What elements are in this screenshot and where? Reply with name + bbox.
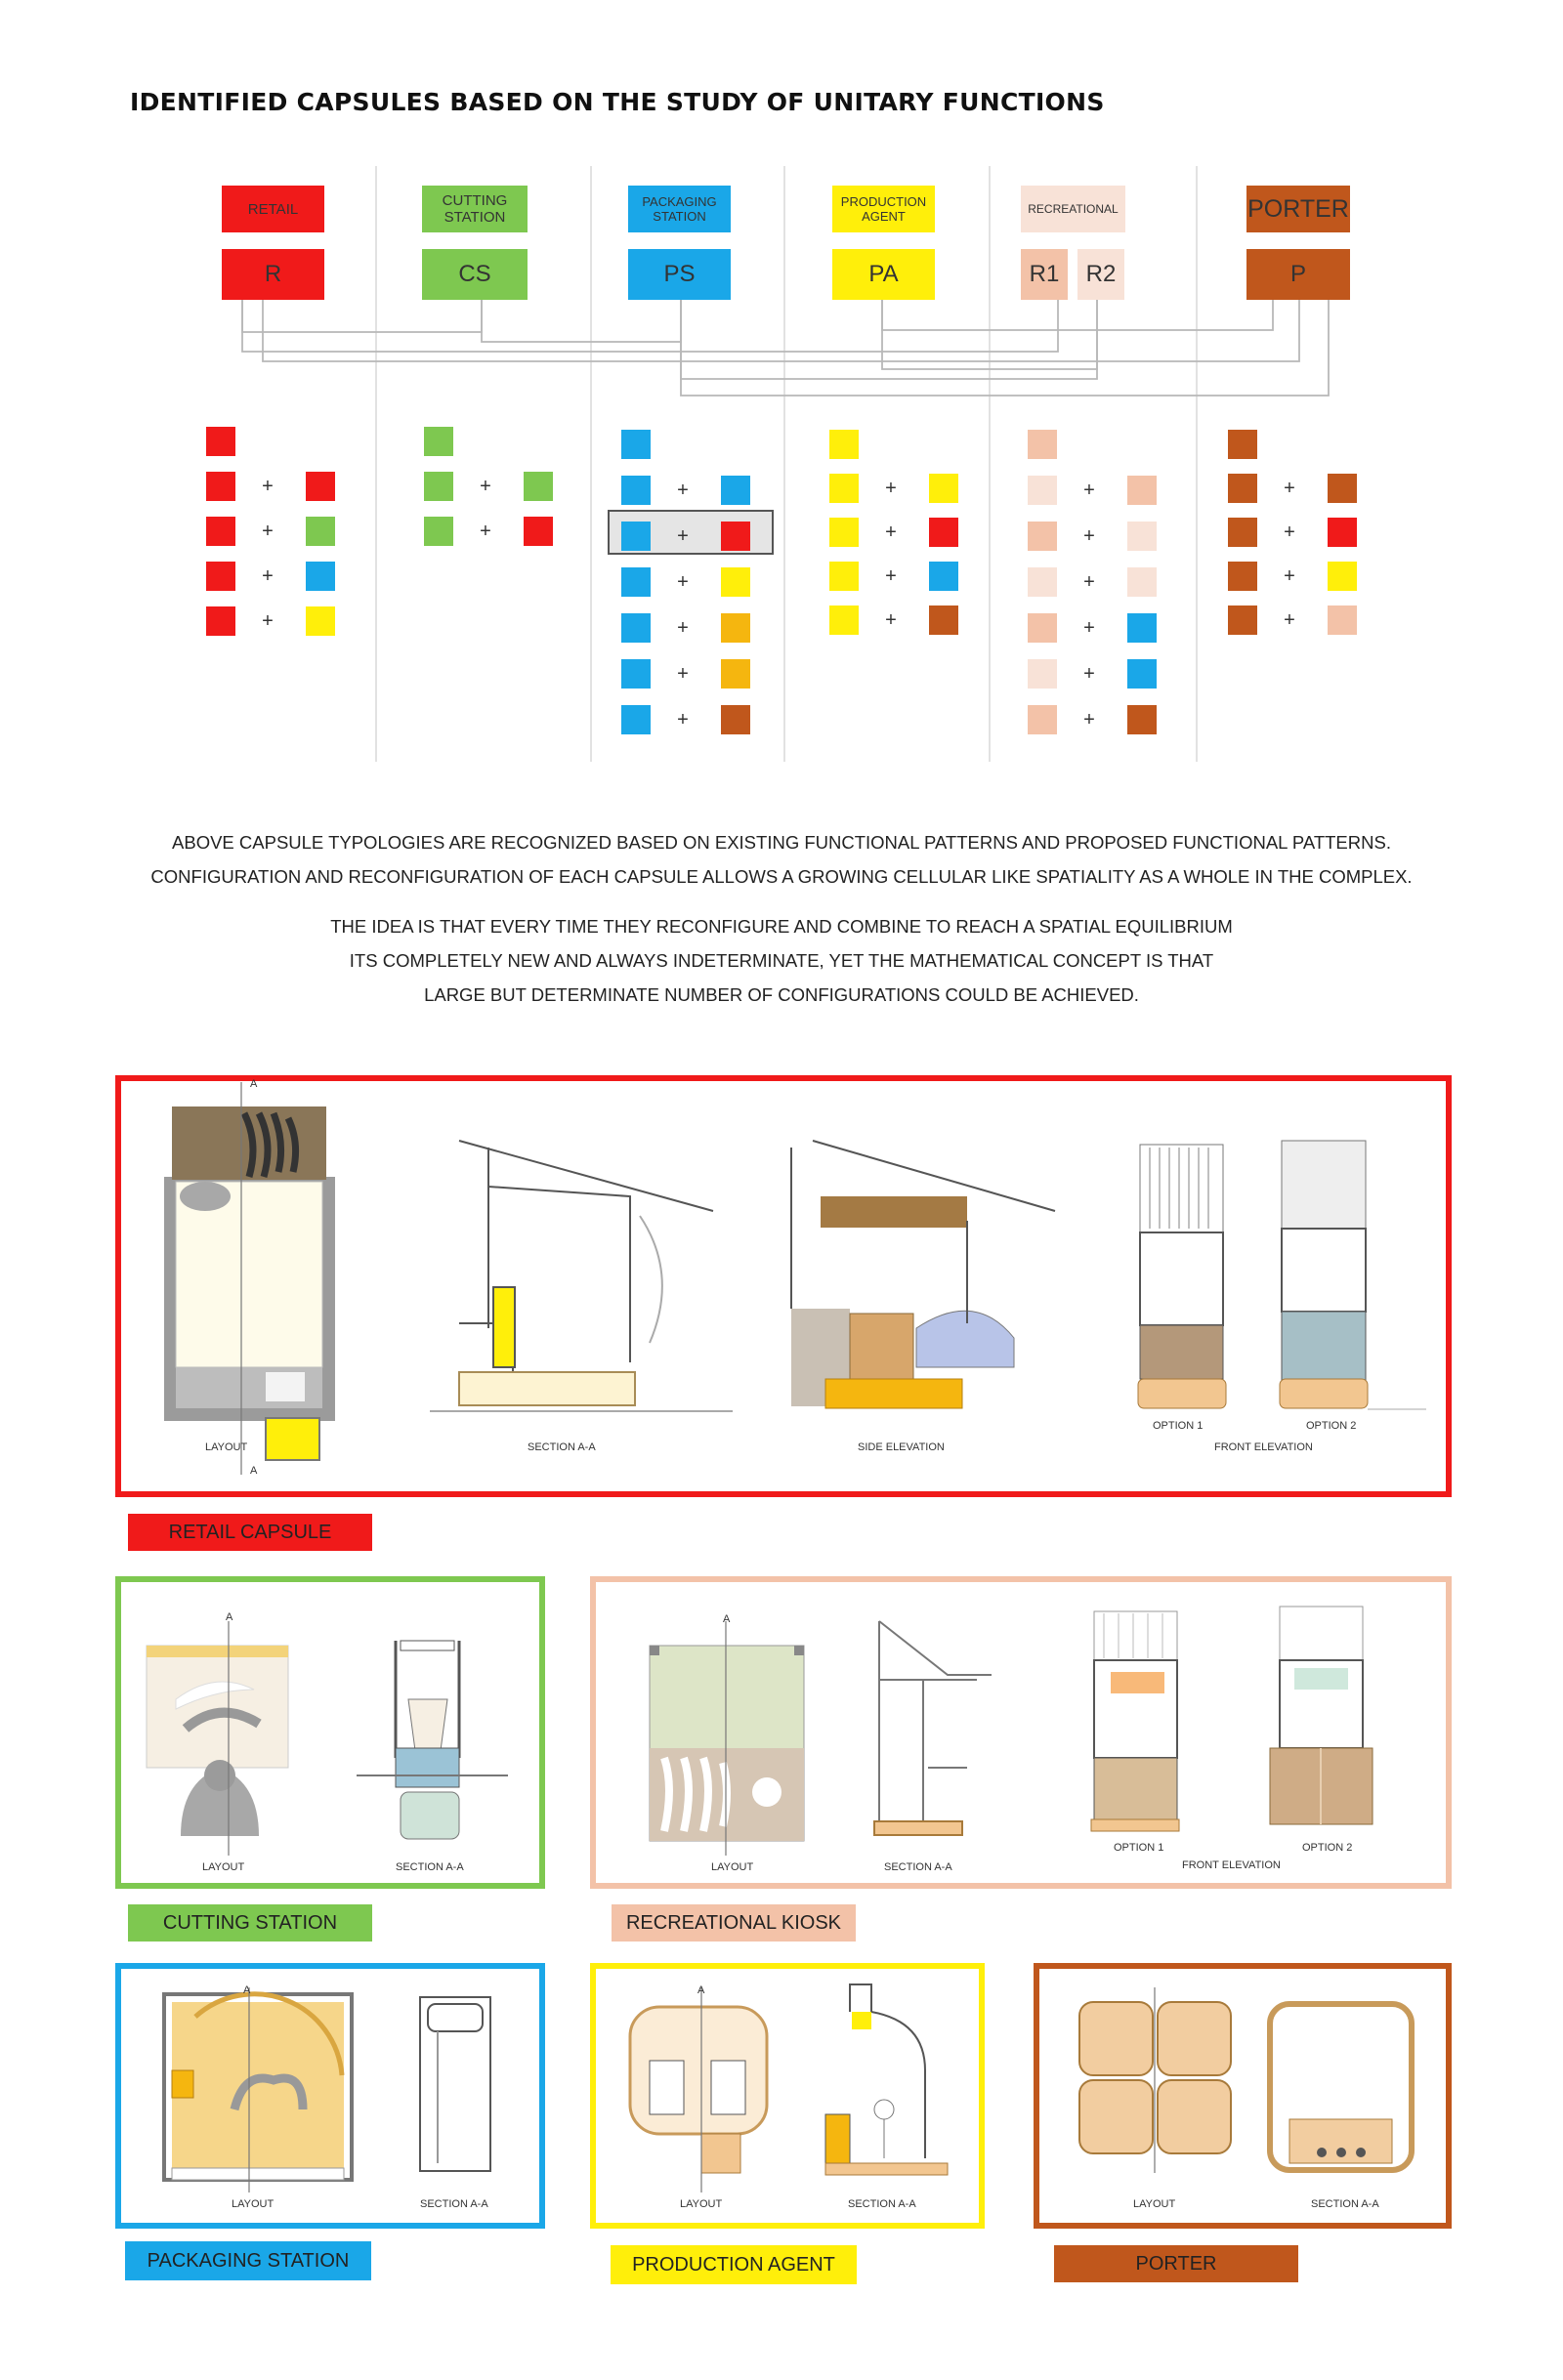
capsule-square <box>206 517 235 546</box>
capsule-square <box>721 705 750 734</box>
capsule-square <box>206 562 235 591</box>
page-title: IDENTIFIED CAPSULES BASED ON THE STUDY OF UNITARY FUNCTIONS <box>130 88 1105 116</box>
paragraph-line: ABOVE CAPSULE TYPOLOGIES ARE RECOGNIZED BASED ON EXISTING FUNCTIONAL PATTERNS AND PROPOSED FUNCTIONAL PATTERNS. <box>172 832 1391 853</box>
caption-layout: LAYOUT <box>1133 2198 1176 2210</box>
section-marker: A <box>243 1984 251 1996</box>
caption-layout: LAYOUT <box>205 1441 248 1453</box>
plus-sign: + <box>480 476 491 497</box>
plus-sign: + <box>1284 609 1295 631</box>
capsule-square <box>306 606 335 636</box>
section-marker: A <box>250 1078 258 1090</box>
capsule-square <box>721 567 750 597</box>
capsule-square <box>1228 474 1257 503</box>
capsule-square <box>424 517 453 546</box>
capsule-square <box>424 472 453 501</box>
plus-sign: + <box>262 565 274 587</box>
porter-layout-drawing <box>1079 1987 1231 2173</box>
porter-section-drawing <box>1270 2004 1412 2170</box>
capsule-square <box>829 518 859 547</box>
caption-side-elevation: SIDE ELEVATION <box>858 1441 945 1453</box>
caption-layout: LAYOUT <box>232 2198 275 2210</box>
plus-sign: + <box>1083 663 1095 685</box>
capsule-square <box>1127 613 1157 643</box>
capsule-square <box>621 659 651 689</box>
plus-sign: + <box>262 610 274 632</box>
section-marker: A <box>250 1465 258 1477</box>
caption-section: SECTION A-A <box>420 2198 488 2210</box>
caption-section: SECTION A-A <box>848 2198 916 2210</box>
plus-sign: + <box>1083 525 1095 547</box>
capsule-square <box>206 606 235 636</box>
capsule-label-production: PRODUCTION AGENT <box>832 186 935 232</box>
capsule-square <box>1228 605 1257 635</box>
plus-sign: + <box>1284 522 1295 543</box>
production-agent-tag: PRODUCTION AGENT <box>611 2245 857 2284</box>
capsule-square <box>1328 518 1357 547</box>
porter-tag: PORTER <box>1054 2245 1298 2282</box>
capsule-square <box>721 522 750 551</box>
capsule-square <box>1028 476 1057 505</box>
capsule-square <box>829 605 859 635</box>
capsule-square <box>829 562 859 591</box>
capsule-code-cutting: CS <box>422 249 528 300</box>
caption-section: SECTION A-A <box>884 1861 952 1873</box>
capsule-square <box>1028 567 1057 597</box>
capsule-square <box>829 474 859 503</box>
capsule-square <box>1328 562 1357 591</box>
capsule-square <box>1228 518 1257 547</box>
caption-section: SECTION A-A <box>396 1861 464 1873</box>
capsule-square <box>306 472 335 501</box>
capsule-square <box>621 705 651 734</box>
capsule-label-cutting: CUTTING STATION <box>422 186 528 232</box>
section-marker: A <box>697 1984 705 1996</box>
plus-sign: + <box>885 609 897 631</box>
capsule-square <box>1328 474 1357 503</box>
capsule-code-r2: R2 <box>1077 249 1124 300</box>
capsule-square <box>524 517 553 546</box>
caption-layout: LAYOUT <box>680 2198 723 2210</box>
paragraph-line: THE IDEA IS THAT EVERY TIME THEY RECONFIGURE AND COMBINE TO REACH A SPATIAL EQUILIBRIUM <box>330 916 1233 937</box>
capsule-square <box>1228 562 1257 591</box>
capsule-code-retail: R <box>222 249 324 300</box>
capsule-square <box>1028 613 1057 643</box>
paragraph-line: ITS COMPLETELY NEW AND ALWAYS INDETERMINATE, YET THE MATHEMATICAL CONCEPT IS THAT <box>349 950 1214 971</box>
section-marker: A <box>226 1611 233 1623</box>
capsule-square <box>721 613 750 643</box>
plus-sign: + <box>480 521 491 542</box>
plus-sign: + <box>262 476 274 497</box>
plus-sign: + <box>1083 480 1095 501</box>
packaging-station-tag: PACKAGING STATION <box>125 2241 371 2280</box>
capsule-code-production: PA <box>832 249 935 300</box>
plus-sign: + <box>677 480 689 501</box>
capsule-square <box>1127 476 1157 505</box>
caption-front-elevation: FRONT ELEVATION <box>1214 1441 1313 1453</box>
capsule-square <box>306 562 335 591</box>
plus-sign: + <box>1284 478 1295 499</box>
capsule-square <box>1127 659 1157 689</box>
capsule-square <box>721 659 750 689</box>
capsule-square <box>1028 705 1057 734</box>
plus-sign: + <box>1083 709 1095 731</box>
capsule-square <box>206 472 235 501</box>
capsule-square <box>929 605 958 635</box>
capsule-label-retail: RETAIL <box>222 186 324 232</box>
caption-section: SECTION A-A <box>528 1441 596 1453</box>
caption-front-elevation: FRONT ELEVATION <box>1182 1859 1281 1871</box>
capsule-label-porter: PORTER <box>1246 186 1350 232</box>
capsule-square <box>524 472 553 501</box>
capsule-square <box>621 567 651 597</box>
recreational-kiosk-tag: RECREATIONAL KIOSK <box>612 1904 856 1942</box>
cutting-station-tag: CUTTING STATION <box>128 1904 372 1942</box>
caption-option-1: OPTION 1 <box>1153 1420 1204 1432</box>
paragraph-line: LARGE BUT DETERMINATE NUMBER OF CONFIGURATIONS COULD BE ACHIEVED. <box>424 984 1139 1005</box>
plus-sign: + <box>677 571 689 593</box>
capsule-square <box>721 476 750 505</box>
capsule-square <box>621 476 651 505</box>
capsule-code-porter: P <box>1246 249 1350 300</box>
capsule-square <box>1127 705 1157 734</box>
caption-option-2: OPTION 2 <box>1302 1842 1353 1854</box>
plus-sign: + <box>885 565 897 587</box>
plus-sign: + <box>1083 617 1095 639</box>
capsule-square <box>1328 605 1357 635</box>
plus-sign: + <box>677 709 689 731</box>
caption-section: SECTION A-A <box>1311 2198 1379 2210</box>
capsule-square <box>929 474 958 503</box>
plus-sign: + <box>677 525 689 547</box>
plus-sign: + <box>1083 571 1095 593</box>
retail-capsule-tag: RETAIL CAPSULE <box>128 1514 372 1551</box>
capsule-square <box>621 522 651 551</box>
capsule-code-r1: R1 <box>1021 249 1068 300</box>
capsule-square <box>1127 567 1157 597</box>
plus-sign: + <box>1284 565 1295 587</box>
plus-sign: + <box>677 617 689 639</box>
capsule-square <box>1127 522 1157 551</box>
plus-sign: + <box>885 522 897 543</box>
capsule-code-packaging: PS <box>628 249 731 300</box>
caption-option-1: OPTION 1 <box>1114 1842 1164 1854</box>
capsule-square <box>1028 659 1057 689</box>
caption-option-2: OPTION 2 <box>1306 1420 1357 1432</box>
paragraph-line: CONFIGURATION AND RECONFIGURATION OF EACH CAPSULE ALLOWS A GROWING CELLULAR LIKE SPATIALITY AS A WHOLE IN THE COMPLEX. <box>150 866 1413 887</box>
plus-sign: + <box>885 478 897 499</box>
caption-layout: LAYOUT <box>202 1861 245 1873</box>
capsule-square <box>306 517 335 546</box>
capsule-label-recreational: RECREATIONAL <box>1021 186 1125 232</box>
plus-sign: + <box>262 521 274 542</box>
caption-layout: LAYOUT <box>711 1861 754 1873</box>
capsule-label-packaging: PACKAGING STATION <box>628 186 731 232</box>
capsule-square <box>929 562 958 591</box>
plus-sign: + <box>677 663 689 685</box>
section-marker: A <box>723 1613 731 1625</box>
capsule-square <box>1028 522 1057 551</box>
capsule-square <box>929 518 958 547</box>
capsule-square <box>621 613 651 643</box>
